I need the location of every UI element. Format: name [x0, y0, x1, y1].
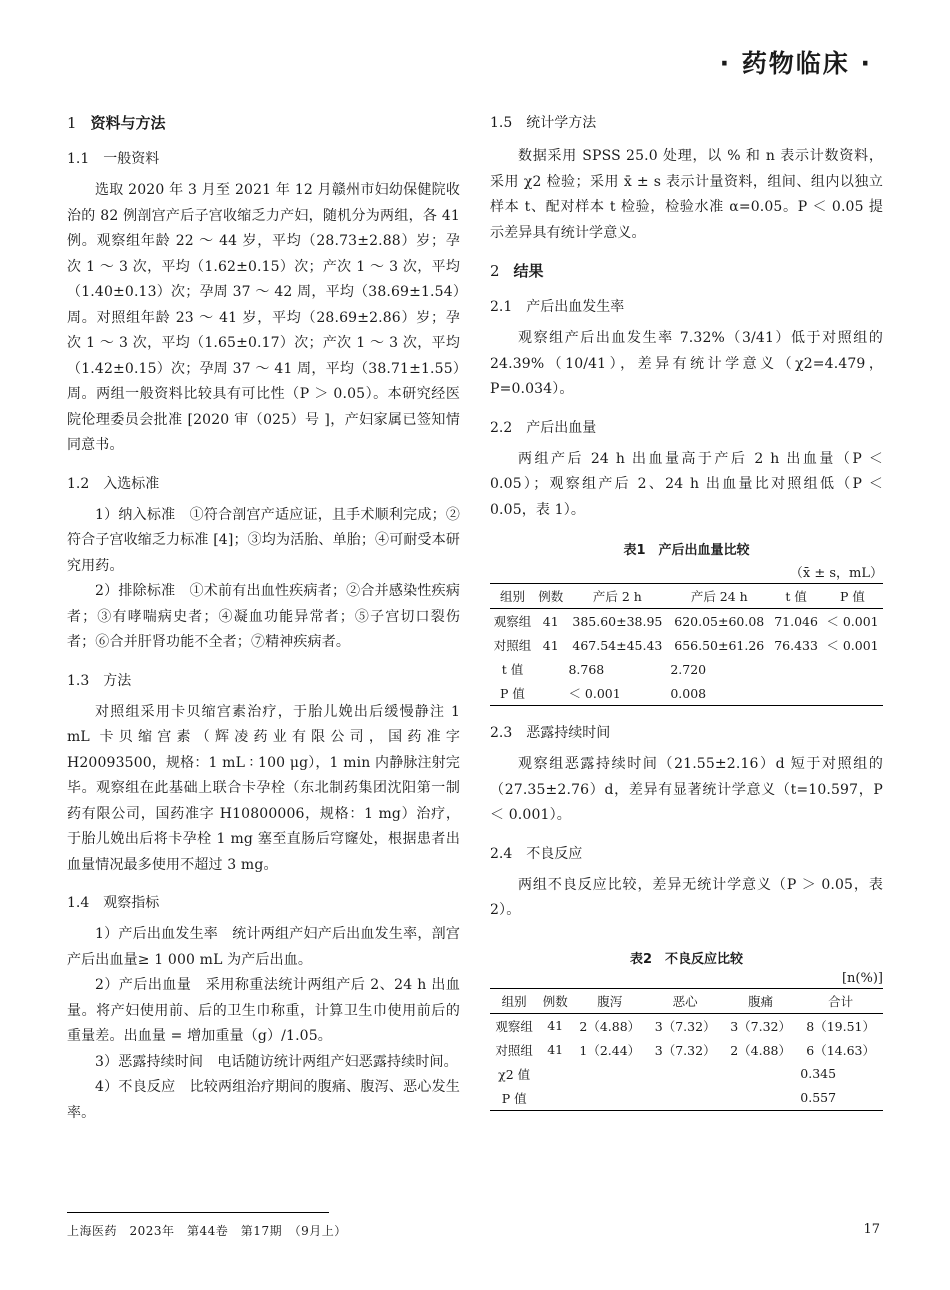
table-cell	[770, 657, 822, 681]
table1	[490, 583, 883, 706]
table-cell	[535, 657, 566, 681]
table-cell	[538, 1086, 572, 1111]
subsection-number: 2.3	[490, 725, 513, 741]
subsection-heading-2-1	[490, 296, 883, 318]
table-cell: 656.50±61.26	[674, 637, 765, 653]
table-cell: 41	[542, 613, 559, 629]
table2-header-row	[490, 988, 883, 1013]
table-cell: 385.60±38.95	[572, 613, 663, 629]
subsection-heading-1-3	[67, 670, 460, 692]
table-cell: ＜ 0.001	[826, 614, 879, 629]
subsection-number: 2.1	[490, 299, 513, 315]
table-cell	[822, 681, 883, 706]
section-number: 1	[67, 114, 77, 132]
table-cell: 2（4.88）	[730, 1042, 791, 1058]
table-cell: 41	[547, 1042, 564, 1057]
table1-header-row	[490, 584, 883, 609]
page-number: 17	[863, 1222, 880, 1237]
table-cell	[647, 1086, 722, 1111]
table2-unit: [n(%)]	[841, 970, 883, 986]
paragraph-indicator-2: 2）产后出血量 采用称重法统计两组产后 2、24 h 出血量。将产妇使用前、后的卫生巾称重，计算卫生巾使用前后的重量差。出血量 = 增加重量（g）/1.05。	[67, 977, 460, 1044]
table-cell	[572, 1086, 647, 1111]
table-cell	[822, 657, 883, 681]
table-row	[490, 633, 883, 657]
subsection-heading-1-4	[67, 892, 460, 914]
table-cell: 0.345	[800, 1066, 837, 1081]
table-cell: 0.008	[668, 681, 770, 706]
table-cell: ＜ 0.001	[826, 638, 879, 653]
table1-caption: 表1 产后出血量比较	[623, 543, 750, 558]
table-cell: 观察组	[493, 614, 532, 629]
table-header-cell: 产后 24 h	[668, 584, 770, 609]
table-cell: 467.54±45.43	[572, 637, 663, 653]
table-cell: χ2 值	[498, 1066, 531, 1082]
table-cell: 41	[547, 1018, 564, 1033]
subsection-number: 2.4	[490, 845, 513, 862]
table-header-cell: t 值	[770, 584, 822, 609]
table-cell: 6（14.63）	[806, 1042, 876, 1058]
table-row	[490, 681, 883, 706]
footer-divider	[67, 1212, 329, 1213]
table-cell: P 值	[490, 681, 535, 706]
table-cell: t 值	[501, 662, 524, 677]
table-cell: 对照组	[493, 638, 532, 653]
paragraph-indicator-3: 3）恶露持续时间 电话随访统计两组产妇恶露持续时间。	[95, 1053, 458, 1070]
table-cell: 8（19.51）	[806, 1018, 876, 1034]
paragraph-bleeding-rate: 观察组产后出血发生率 7.32%（3/41）低于对照组的 24.39%（10/41），差异有统计学意义（χ2=4.479，P=0.034）。	[490, 330, 883, 397]
paragraph-indicator-1: 1）产后出血发生率 统计两组产妇产后出血发生率，剖宫产后出血量≥ 1 000 mL 为产后出血。	[67, 926, 460, 968]
table-header-cell: 例数	[538, 988, 572, 1013]
table-cell	[723, 1086, 798, 1111]
table-cell	[572, 1062, 647, 1086]
table-cell: 观察组	[495, 1018, 533, 1034]
table-header-cell: 组别	[490, 988, 538, 1013]
subsection-number: 2.2	[490, 419, 513, 436]
right-column	[490, 104, 883, 1111]
table-cell: 3（7.32）	[730, 1018, 791, 1034]
paragraph-indicator-4: 4）不良反应 比较两组治疗期间的腹痛、腹泻、恶心发生率。	[67, 1079, 460, 1121]
section-title: 资料与方法	[90, 114, 166, 132]
table-header-cell: 腹痛	[723, 988, 798, 1013]
table-cell: 41	[542, 637, 559, 653]
subsection-number: 1.2	[67, 475, 90, 492]
subsection-number: 1.1	[67, 151, 90, 167]
section-heading-2	[490, 260, 883, 282]
table1-unit: （x̄ ± s，mL）	[789, 566, 883, 581]
table-row	[490, 1062, 883, 1086]
table-cell: 620.05±60.08	[674, 613, 765, 629]
subsection-title: 产后出血量	[526, 419, 597, 436]
table-cell: 76.433	[774, 637, 818, 653]
subsection-number: 1.4	[67, 895, 90, 911]
subsection-number: 1.3	[67, 672, 90, 689]
subsection-title: 一般资料	[103, 151, 160, 167]
subsection-heading-1-1	[67, 148, 460, 170]
paragraph-methods: 对照组采用卡贝缩宫素治疗，于胎儿娩出后缓慢静注 1 mL 卡贝缩宫素（辉凌药业有限公司，国药准字 H20093500，规格：1 mL ∶ 100 μg），1 min 内静脉注射完毕。观察组在此基础上联合卡孕栓（东北制药集团沈阳第一制药有限公司，国药准字 H10800006，规格：1 mg）治疗，于胎儿娩出后将卡孕栓 1 mg 塞至直肠后穹窿处，根据患者出血量情况最多使用不超过 3 mg。	[67, 703, 460, 873]
paragraph-general-data: 选取 2020 年 3 月至 2021 年 12 月赣州市妇幼保健院收治的 82 例剖宫产后子宫收缩乏力产妇，随机分为两组，各 41 例。观察组年龄 22 ～ 44 岁，平均（28.73±2.88）岁；孕次 1 ～ 3 次，平均（1.62±0.15）次；产次 1 ～ 3 次，平均（1.40±0.13）次；孕周 37 ～ 42 周，平均（38.69±1.54）周。对照组年龄 23 ～ 41 岁，平均（28.69±2.86）岁；孕次 1 ～ 3 次，平均（1.65±0.17）次；产次 1 ～ 3 次，平均（1.42±0.15）次；孕周 37 ～ 41 周，平均（38.71±1.55）周。两组一般资料比较具有可比性（P ＞ 0.05）。本研究经医院伦理委员会批准 [2020 审（025）号 ]，产妇家属已签知情同意书。	[67, 182, 460, 453]
section-title: 结果	[513, 262, 544, 280]
table-cell: 71.046	[774, 613, 818, 629]
paragraph-adverse-reactions: 两组不良反应比较，差异无统计学意义（P ＞ 0.05，表 2）。	[490, 876, 883, 918]
paragraph-lochia-duration: 观察组恶露持续时间（21.55±2.16）d 短于对照组的（27.35±2.76）d，差异有显著统计学意义（t=10.597，P ＜ 0.001）。	[490, 756, 883, 823]
table2	[490, 988, 883, 1111]
subsection-title: 入选标准	[103, 475, 160, 492]
table-cell: 8.768	[568, 661, 605, 677]
paragraph-exclusion-criteria: 2）排除标准 ①术前有出血性疾病者；②合并感染性疾病者；③有哮喘病史者；④凝血功能异常者；⑤子宫切口裂伤者；⑥合并肝肾功能不全者；⑦精神疾病者。	[67, 583, 460, 650]
subsection-heading-2-4	[490, 843, 883, 865]
table-header-cell: 产后 2 h	[566, 584, 668, 609]
section-number: 2	[490, 262, 500, 280]
subsection-title: 统计学方法	[526, 115, 597, 131]
table-row	[490, 1038, 883, 1062]
journal-footer: 上海医药 2023年 第44卷 第17期 （9月上）	[67, 1224, 347, 1238]
table-cell: P 值	[490, 1086, 538, 1111]
table2-caption: 表2 不良反应比较	[629, 951, 744, 967]
table-header-cell: 例数	[535, 584, 566, 609]
paragraph-statistics: 数据采用 SPSS 25.0 处理，以 % 和 n 表示计数资料，采用 χ2 检验；采用 x̄ ± s 表示计量资料，组间、组内以独立样本 t、配对样本 t 检验，检验水准 α=0.05。P ＜ 0.05 提示差异具有统计学意义。	[490, 148, 883, 241]
table-row	[490, 1086, 883, 1111]
subsection-heading-1-2	[67, 473, 460, 495]
subsection-title: 观察指标	[103, 895, 160, 911]
subsection-heading-1-5	[490, 112, 883, 134]
table-header-cell: 腹泻	[572, 988, 647, 1013]
paragraph-inclusion-criteria: 1）纳入标准 ①符合剖宫产适应证，且手术顺利完成；②符合子宫收缩乏力标准 [4]；③均为活胎、单胎；④可耐受本研究用药。	[67, 506, 460, 574]
subsection-title: 产后出血发生率	[526, 299, 625, 315]
column-title: · 药物临床 ·	[719, 49, 872, 78]
subsection-heading-2-3	[490, 722, 883, 744]
left-column	[67, 104, 460, 1126]
subsection-number: 1.5	[490, 115, 513, 131]
table-header-cell: 组别	[490, 584, 535, 609]
table-row	[490, 1013, 883, 1038]
table-header-cell: 恶心	[647, 988, 722, 1013]
table-header-cell: 合计	[798, 988, 883, 1013]
paragraph-bleeding-volume: 两组产后 24 h 出血量高于产后 2 h 出血量（P ＜ 0.05）；观察组产后 2、24 h 出血量比对照组低（P ＜ 0.05，表 1）。	[490, 450, 883, 518]
table-cell: 2（4.88）	[579, 1018, 641, 1034]
subsection-title: 不良反应	[526, 845, 583, 862]
table-cell: 3（7.32）	[654, 1018, 716, 1034]
table-cell	[770, 681, 822, 706]
table-cell	[647, 1062, 722, 1086]
subsection-heading-2-2	[490, 417, 883, 439]
table-cell: ＜ 0.001	[566, 681, 668, 706]
table-header-cell: P 值	[822, 584, 883, 609]
subsection-title: 方法	[103, 672, 132, 689]
table-cell: 1（2.44）	[579, 1042, 641, 1058]
table-cell: 2.720	[670, 661, 707, 677]
table-row	[490, 609, 883, 634]
table-cell	[535, 681, 566, 706]
table-cell: 对照组	[495, 1042, 533, 1058]
table-cell: 3（7.32）	[654, 1042, 716, 1058]
table-cell	[538, 1062, 572, 1086]
section-heading-1	[67, 112, 460, 134]
table-row	[490, 657, 883, 681]
table-cell: 0.557	[798, 1086, 883, 1111]
table-cell	[723, 1062, 798, 1086]
subsection-title: 恶露持续时间	[526, 725, 611, 741]
